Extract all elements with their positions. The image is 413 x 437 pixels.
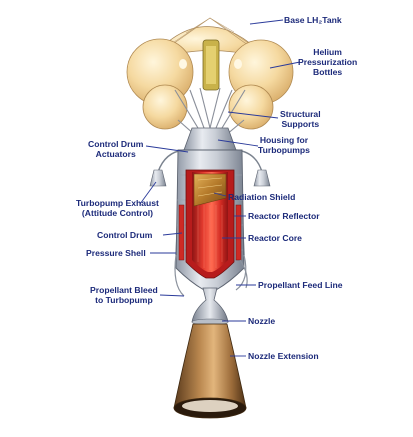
- label-radiation-shield: [228, 192, 295, 202]
- label-structural-supports: [280, 109, 321, 129]
- label-propellant-feed-line: [258, 280, 343, 290]
- label-bleed-line1: Propellant Bleed: [90, 285, 158, 295]
- label-exhaust-line2: (Attitude Control): [81, 208, 154, 218]
- label-reactor-core-text: Reactor Core: [248, 233, 302, 243]
- label-structural-line2: Supports: [281, 119, 320, 129]
- label-pressure-shell-text: Pressure Shell: [86, 248, 146, 258]
- label-base-tank-text: Base LH₂Tank: [284, 15, 342, 25]
- label-nozzle: [248, 316, 275, 326]
- label-actuators-line2: Actuators: [95, 149, 136, 159]
- label-pressure-shell: [86, 248, 146, 258]
- label-control-drum-actuators: [88, 139, 143, 159]
- label-feed-line-text: Propellant Feed Line: [258, 280, 343, 290]
- label-nozzle-text: Nozzle: [248, 316, 276, 326]
- label-actuators-line1: Control Drum: [88, 139, 144, 149]
- label-reactor-reflector-text: Reactor Reflector: [248, 211, 320, 221]
- nozzle: [192, 288, 228, 322]
- label-turbopump-exhaust: [76, 198, 159, 218]
- label-nozzle-extension-text: Nozzle Extension: [248, 351, 319, 361]
- nozzle-extension: [174, 324, 246, 408]
- label-control-drum: [97, 230, 152, 240]
- label-helium-line3: Bottles: [313, 67, 343, 77]
- label-helium-bottles: [298, 47, 357, 77]
- label-reactor-core: [248, 233, 302, 243]
- label-housing: [258, 135, 310, 155]
- label-propellant-bleed: [90, 285, 158, 305]
- label-nozzle-extension: [248, 351, 319, 361]
- label-radiation-shield-text: Radiation Shield: [228, 192, 296, 202]
- label-reactor-reflector: [248, 211, 320, 221]
- label-structural-line1: Structural: [280, 109, 321, 119]
- label-helium-line2: Pressurization: [298, 57, 358, 67]
- label-control-drum-text: Control Drum: [97, 230, 153, 240]
- label-bleed-line2: to Turbopump: [95, 295, 153, 305]
- turbopump-housing: [184, 128, 236, 150]
- label-base-tank: [284, 15, 342, 25]
- label-exhaust-line1: Turbopump Exhaust: [76, 198, 159, 208]
- label-housing-line2: Turbopumps: [258, 145, 310, 155]
- label-housing-line1: Housing for: [259, 135, 309, 145]
- label-helium-line1: Helium: [313, 47, 342, 57]
